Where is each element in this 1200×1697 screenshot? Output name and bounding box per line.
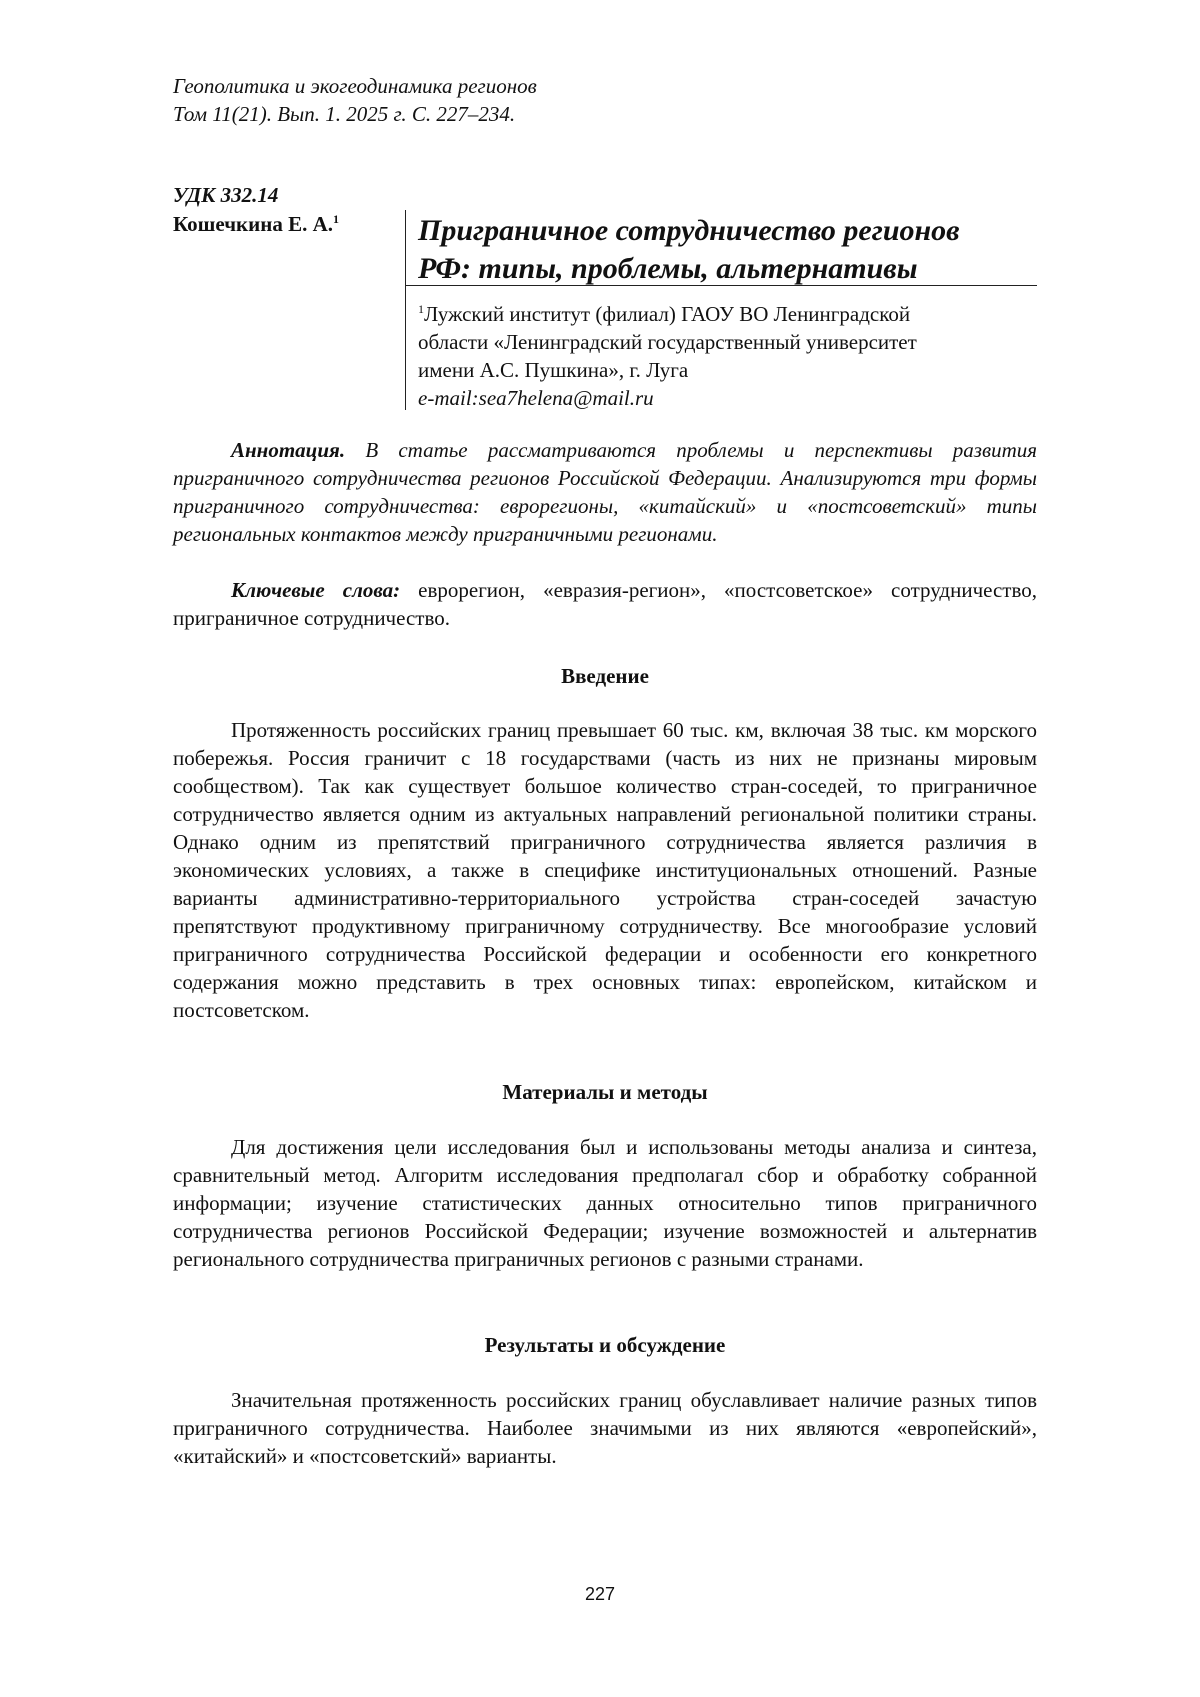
section-text-results: Значительная протяженность российских границ обуславливает наличие разных типов приграничного сотрудничества. Наиболее значимыми из них являются «европейский», «китайский» и «постсоветский» варианты. — [173, 1388, 1037, 1468]
section-heading-intro: Введение — [561, 664, 649, 688]
section-text-intro: Протяженность российских границ превышает 60 тыс. км, включая 38 тыс. км морского побережья. Россия граничит с 18 государствами (часть из них не признаны мировым сообществом). Так как существует большое количество стран-соседей, то приграничное сотрудничество является одним из актуальных направлений региональной политики страны. Однако одним из препятствий приграничного сотрудничества является различия в экономических условиях, а также в специфике институциональных отношений. Разные варианты административно-территориального устройства стран-соседей зачастую препятствуют продуктивному приграничному сотрудничеству. Все многообразие условий приграничного сотрудничества Российской федерации и особенности его конкретного содержания можно представить в трех основных типах: европейском, китайском и постсоветском. — [173, 718, 1037, 1022]
journal-header — [173, 72, 537, 128]
journal-name: Геополитика и экогеодинамика регионов — [173, 74, 537, 98]
keywords-label: Ключевые слова: — [231, 578, 401, 602]
journal-issue: Том 11(21). Вып. 1. 2025 г. С. 227–234. — [173, 102, 516, 126]
abstract-text: В статье рассматриваются проблемы и перспективы развития приграничного сотрудничества регионов Российской Федерации. Анализируются три формы приграничного сотрудничества: еврорегионы, «китайский» и «постсоветский» типы региональных контактов между приграничными регионами. — [173, 438, 1038, 546]
title-divider-vertical — [405, 210, 406, 410]
affiliation-line-2: области «Ленинградский государственный университет — [418, 330, 917, 354]
section-text-methods: Для достижения цели исследования был и использованы методы анализа и синтеза, сравнительный метод. Алгоритм исследования предполагал сбор и обработку собранной информации; изучение статистических данных относительно типов приграничного сотрудничества регионов Российской Федерации; изучение возможностей и альтернатив регионального сотрудничества приграничных регионов с разными странами. — [173, 1135, 1037, 1271]
article-title — [418, 212, 1038, 288]
abstract-label: Аннотация. — [231, 438, 346, 462]
affiliation-line-1: Лужский институт (филиал) ГАОУ ВО Ленинградской — [424, 302, 911, 326]
section-heading-methods: Материалы и методы — [502, 1080, 708, 1104]
abstract — [173, 436, 1037, 548]
udk-code: УДК 332.14 — [173, 183, 279, 207]
title-line-1: Приграничное сотрудничество регионов — [418, 214, 960, 247]
keywords — [173, 576, 1037, 632]
page-number: 227 — [584, 1584, 616, 1604]
keywords-text: еврорегион, «евразия-регион», «постсоветское» сотрудничество, приграничное сотрудничество. — [173, 578, 1037, 630]
author-email: e-mail:sea7helena@mail.ru — [418, 386, 654, 410]
title-divider-horizontal — [405, 285, 1037, 286]
title-line-2: РФ: типы, проблемы, альтернативы — [418, 252, 918, 285]
affiliation — [418, 295, 1038, 412]
affiliation-mark: 1 — [418, 302, 424, 316]
author-affiliation-mark: 1 — [333, 212, 340, 226]
author-name: Кошечкина Е. А. — [173, 212, 334, 236]
author — [173, 212, 339, 237]
affiliation-line-3: имени А.С. Пушкина», г. Луга — [418, 358, 689, 382]
section-heading-results: Результаты и обсуждение — [484, 1333, 726, 1357]
